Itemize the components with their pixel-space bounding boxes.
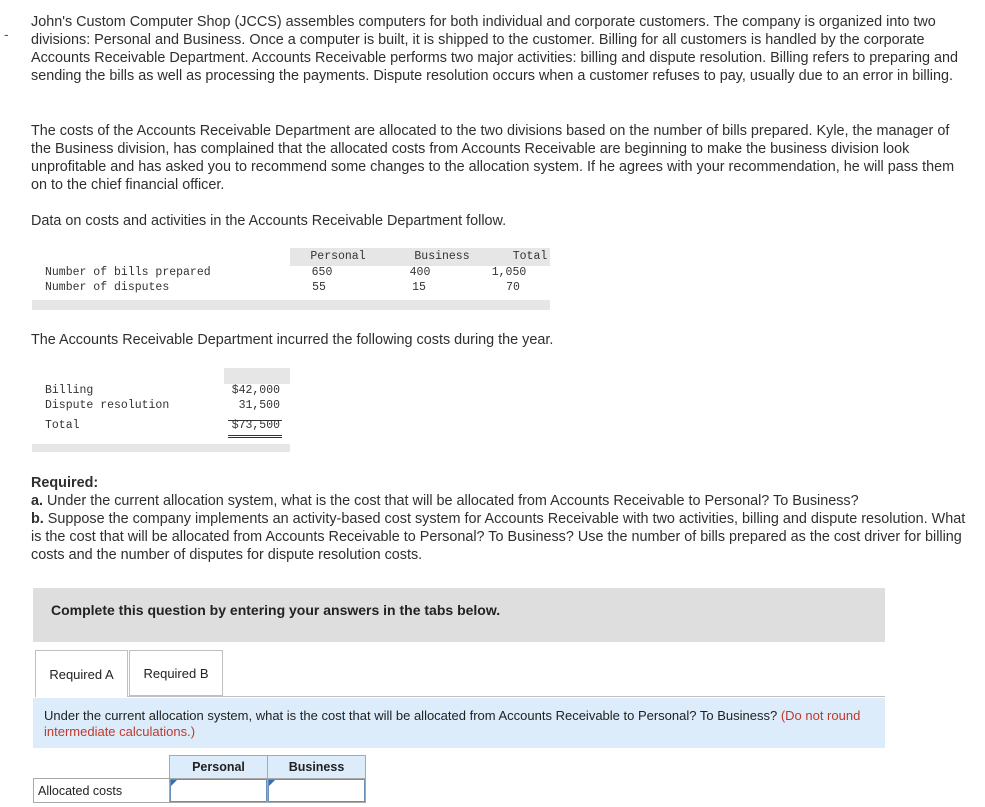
personal-allocated-input[interactable] [170,779,267,802]
required-a-text: Under the current allocation system, what is the cost that will be allocated from Accounts Receivable to Personal? To Business? [43,493,859,509]
cost-value-billing: $42,000 [231,384,280,397]
cost-label-total: Total [45,419,80,432]
instructions-banner: Complete this question by entering your answers in the tabs below. [33,588,885,642]
tab-divider [128,696,885,697]
answer-table [33,755,366,803]
business-allocated-input[interactable] [268,779,365,802]
header-total: Total [512,250,548,263]
bills-business: 400 [409,266,431,279]
cost-value-dispute: 31,500 [238,399,280,412]
cost-table-footer-shade [32,444,290,452]
input-marker-icon [171,780,177,786]
answer-corner [34,756,170,779]
row-label-bills: Number of bills prepared [45,266,211,279]
required-a-prefix: a. [31,493,44,509]
cost-value-total: $73,500 [231,419,280,432]
answer-row-label: Allocated costs [34,779,170,803]
tab-required-b[interactable]: Required B [129,650,223,696]
intro-paragraph-1: John's Custom Computer Shop (JCCS) assembles computers for both individual and corporate customers. The company is organized into two divisions: Personal and Business. Once a computer is built, it is shipped to the customer. Billing for all customers is handled by the corporate Accounts Receivable Department. Accounts Receivable performs two major activities: billing and dispute resolution. Billing refers to preparing and sending the bills as well as processing the payments. Dispute resolution occurs when a customer refuses to pay, usually due to an error in billing. [31,14,959,84]
header-business: Business [414,250,470,263]
required-section [31,474,971,564]
required-title: Required: [31,475,99,491]
answer-header-business: Business [268,756,366,779]
tab-required-a[interactable]: Required A [35,650,128,697]
row-label-disputes: Number of disputes [45,281,170,294]
disputes-personal: 55 [312,281,326,294]
intro-paragraph-3: Data on costs and activities in the Accounts Receivable Department follow. [31,213,507,229]
business-cell [268,779,366,803]
cost-table [32,368,290,454]
question-text: Under the current allocation system, what is the cost that will be allocated from Accounts Receivable to Personal? To Business? [44,708,781,723]
disputes-business: 15 [412,281,426,294]
question-note: (Do not round intermediate calculations.) [44,708,861,739]
cost-table-header-shade [224,368,290,384]
answer-header-row [34,756,366,779]
required-b-prefix: b. [31,511,44,527]
bills-total: 1,050 [491,266,527,279]
input-marker-icon [269,780,275,786]
personal-cell [170,779,268,803]
table-footer-shade [32,300,550,310]
table-row [34,779,366,803]
question-box [33,698,885,748]
required-b-text: Suppose the company implements an activity-based cost system for Accounts Receivable with two activities, billing and dispute resolution. What is the cost that will be allocated from Accounts Receivable to Personal? To Business? Use the number of bills prepared as the cost driver for billing costs and the number of disputes for dispute resolution costs. [31,511,966,563]
disputes-total: 70 [506,281,520,294]
bullet-marker: - [4,26,9,42]
intro-paragraph-4: The Accounts Receivable Department incurred the following costs during the year. [31,332,554,348]
total-rule-1 [228,435,282,436]
header-personal: Personal [310,250,366,263]
bills-personal: 650 [311,266,333,279]
intro-paragraph-2: The costs of the Accounts Receivable Department are allocated to the two divisions based on the number of bills prepared. Kyle, the manager of the Business division, has complained that the allocated costs from Accounts Receivable are beginning to make the business division look unprofitable and has asked you to recommend some changes to the allocation system. If he agrees with your recommendation, he will pass them on to the chief financial officer. [31,123,955,193]
cost-label-billing: Billing [45,384,94,397]
answer-header-personal: Personal [170,756,268,779]
cost-label-dispute: Dispute resolution [45,399,170,412]
total-rule-2 [228,437,282,438]
